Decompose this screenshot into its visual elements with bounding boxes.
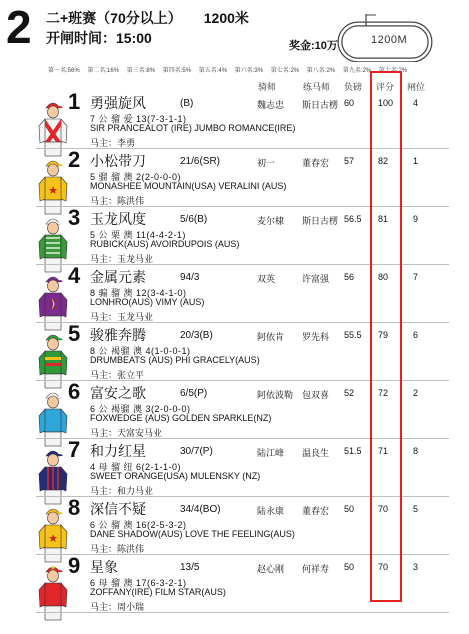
place-percentages bbox=[48, 65, 413, 74]
trainer-name: 董春宏 bbox=[302, 158, 330, 168]
row-divider bbox=[36, 612, 449, 613]
pedigree: ZOFFANY(IRE) FILM STAR(AUS) bbox=[90, 587, 226, 597]
svg-text:★: ★ bbox=[48, 185, 58, 197]
weight: 57 bbox=[344, 156, 355, 166]
odds-rating: 5/6(B) bbox=[180, 214, 208, 225]
draw: 9 bbox=[413, 214, 419, 224]
odds-rating: 21/6(SR) bbox=[180, 156, 221, 167]
runner-number: 6 bbox=[68, 379, 81, 404]
horse-details: 6 公 褐骝 澳 3(2-0-0-0) bbox=[90, 404, 191, 414]
odds-rating: (B) bbox=[180, 98, 194, 109]
col-draw: 闸位 bbox=[407, 82, 426, 92]
horse-details: 5 公 栗 澳 11(4-4-2-1) bbox=[90, 230, 186, 240]
race-number: 2 bbox=[6, 1, 32, 53]
jockey-name: 阿依肯 bbox=[257, 332, 285, 342]
odds-rating: 20/3(B) bbox=[180, 330, 213, 341]
jockey-name: 陆永康 bbox=[257, 506, 285, 516]
odds-rating: 6/5(P) bbox=[180, 388, 208, 399]
runner-number: 5 bbox=[68, 321, 81, 346]
pct-10: 第十名:2% bbox=[378, 68, 408, 74]
owner: 马主：和力马业 bbox=[90, 486, 154, 496]
rating: 81 bbox=[378, 214, 389, 224]
draw: 7 bbox=[413, 272, 419, 282]
race-class: 二+班赛（70分以上） bbox=[46, 10, 182, 26]
horse-details: 4 母 骝 纽 6(2-1-1-0) bbox=[90, 462, 182, 472]
pedigree: FOXWEDGE (AUS) GOLDEN SPARKLE(NZ) bbox=[90, 413, 272, 423]
horse-name: 小松带刀 bbox=[90, 153, 146, 169]
jockey-name: 陆江峰 bbox=[257, 448, 285, 458]
weight: 55.5 bbox=[344, 330, 362, 340]
rating: 72 bbox=[378, 388, 389, 398]
trainer-name: 斯日古楞 bbox=[302, 216, 339, 226]
trainer-name: 斯日古楞 bbox=[302, 100, 339, 110]
pct-8: 第八名:2% bbox=[306, 68, 336, 74]
runner-number: 2 bbox=[68, 147, 81, 172]
rating: 70 bbox=[378, 504, 389, 514]
draw: 3 bbox=[413, 562, 419, 572]
weight: 50 bbox=[344, 504, 355, 514]
rating: 70 bbox=[378, 562, 389, 572]
svg-text:★: ★ bbox=[48, 533, 58, 545]
horse-name: 和力红星 bbox=[90, 443, 146, 459]
trainer-name: 温良生 bbox=[302, 448, 330, 458]
horse-details: 6 公 骝 澳 16(2-5-3-2) bbox=[90, 520, 187, 530]
trainer-name: 何祥寿 bbox=[302, 564, 330, 574]
horse-details: 8 公 褐骝 澳 4(1-0-0-1) bbox=[90, 346, 191, 356]
horse-details: 8 骟 骝 澳 12(3-4-1-0) bbox=[90, 288, 187, 298]
pct-3: 第三名:8% bbox=[126, 68, 156, 74]
pedigree: SIR PRANCEALOT (IRE) JUMBO ROMANCE(IRE) bbox=[90, 123, 296, 133]
jockey-name: 赵心刚 bbox=[257, 564, 285, 574]
rating: 100 bbox=[378, 98, 394, 108]
runner-number: 3 bbox=[68, 205, 81, 230]
draw: 2 bbox=[413, 388, 419, 398]
weight: 60 bbox=[344, 98, 355, 108]
horse-name: 深信不疑 bbox=[90, 501, 146, 517]
weight: 52 bbox=[344, 388, 355, 398]
pedigree: MONASHEE MOUNTAIN(USA) VERALINI (AUS) bbox=[90, 181, 287, 191]
owner: 马主：周小瑞 bbox=[90, 602, 145, 612]
col-rating: 评分 bbox=[376, 82, 395, 92]
draw: 4 bbox=[413, 98, 419, 108]
horse-name: 玉龙风度 bbox=[90, 211, 146, 227]
horse-name: 星象 bbox=[90, 559, 118, 575]
rating: 80 bbox=[378, 272, 389, 282]
draw: 8 bbox=[413, 446, 419, 456]
owner: 马主：玉龙马业 bbox=[90, 312, 154, 322]
trainer-name: 罗先科 bbox=[302, 332, 330, 342]
jockey-name: 双英 bbox=[257, 274, 276, 284]
horse-details: 5 骝 骝 澳 2(2-0-0-0) bbox=[90, 172, 182, 182]
pct-1: 第一名:56% bbox=[48, 68, 80, 74]
pct-2: 第二名:16% bbox=[87, 68, 120, 74]
horse-name: 富安之歌 bbox=[90, 385, 146, 401]
odds-rating: 94/3 bbox=[180, 272, 200, 283]
pct-6: 第六名:3% bbox=[234, 68, 264, 74]
odds-rating: 34/4(BO) bbox=[180, 504, 221, 515]
svg-text:★: ★ bbox=[49, 565, 57, 572]
col-weight: 负磅 bbox=[344, 82, 363, 92]
jockey-name: 初一 bbox=[257, 158, 276, 168]
pedigree: RUBICK(AUS) AVOIRDUPOIS (AUS) bbox=[90, 239, 240, 249]
runner-number: 8 bbox=[68, 495, 81, 520]
odds-rating: 30/7(P) bbox=[180, 446, 213, 457]
horse-name: 勇强旋风 bbox=[90, 95, 146, 111]
pct-7: 第七名:2% bbox=[270, 68, 300, 74]
race-distance: 1200米 bbox=[203, 10, 249, 26]
horse-name: 骏雅奔腾 bbox=[90, 327, 146, 343]
pedigree: DRUMBEATS (AUS) PHI GRACELY(AUS) bbox=[90, 355, 260, 365]
runner-number: 4 bbox=[68, 263, 81, 288]
trainer-name: 董春宏 bbox=[302, 506, 330, 516]
runner-number: 7 bbox=[68, 437, 81, 462]
draw: 5 bbox=[413, 504, 419, 514]
odds-rating: 13/5 bbox=[180, 562, 200, 573]
weight: 56 bbox=[344, 272, 355, 282]
horse-details: 6 母 骝 澳 17(6-3-2-1) bbox=[90, 578, 187, 588]
draw: 1 bbox=[413, 156, 419, 166]
track-distance-label: 1200M bbox=[371, 34, 408, 46]
horse-details: 7 公 骝 爱 13(7-3-1-1) bbox=[90, 114, 187, 124]
rating: 79 bbox=[378, 330, 389, 340]
owner: 马主：张立平 bbox=[90, 370, 145, 380]
owner: 马主：天富安马业 bbox=[90, 428, 163, 438]
jockey-name: 阿依波勒 bbox=[257, 390, 294, 400]
owner: 马主：陈洪伟 bbox=[90, 544, 145, 554]
weight: 50 bbox=[344, 562, 355, 572]
horse-name: 金属元素 bbox=[90, 269, 146, 285]
rating: 82 bbox=[378, 156, 389, 166]
runner-number: 9 bbox=[68, 553, 81, 578]
rating: 71 bbox=[378, 446, 389, 456]
jockey-name: 魏志忠 bbox=[257, 100, 285, 110]
owner: 马主：李勇 bbox=[90, 138, 136, 148]
prize-money: 奖金:10万 bbox=[289, 40, 338, 52]
pct-5: 第五名:4% bbox=[198, 68, 228, 74]
jockey-name: 麦尔棣 bbox=[257, 216, 285, 226]
owner: 马主：玉龙马业 bbox=[90, 254, 154, 264]
draw: 6 bbox=[413, 330, 419, 340]
col-jockey: 骑师 bbox=[258, 82, 277, 92]
race-title bbox=[46, 8, 249, 28]
trainer-name: 许富强 bbox=[302, 274, 330, 284]
pedigree: LONHRO(AUS) VIMY (AUS) bbox=[90, 297, 205, 307]
pct-4: 第四名:5% bbox=[162, 68, 192, 74]
pedigree: DANE SHADOW(AUS) LOVE THE FEELING(AUS) bbox=[90, 529, 295, 539]
col-trainer: 练马师 bbox=[303, 82, 331, 92]
rating-highlight-box bbox=[370, 71, 402, 602]
pct-9: 第九名:2% bbox=[342, 68, 372, 74]
start-time: 开闸时间：15:00 bbox=[46, 30, 152, 46]
weight: 56.5 bbox=[344, 214, 362, 224]
pedigree: SWEET ORANGE(USA) MULENSKY (NZ) bbox=[90, 471, 261, 481]
trainer-name: 包双喜 bbox=[302, 390, 330, 400]
owner: 马主：陈洪伟 bbox=[90, 196, 145, 206]
weight: 51.5 bbox=[344, 446, 362, 456]
runner-number: 1 bbox=[68, 89, 81, 114]
